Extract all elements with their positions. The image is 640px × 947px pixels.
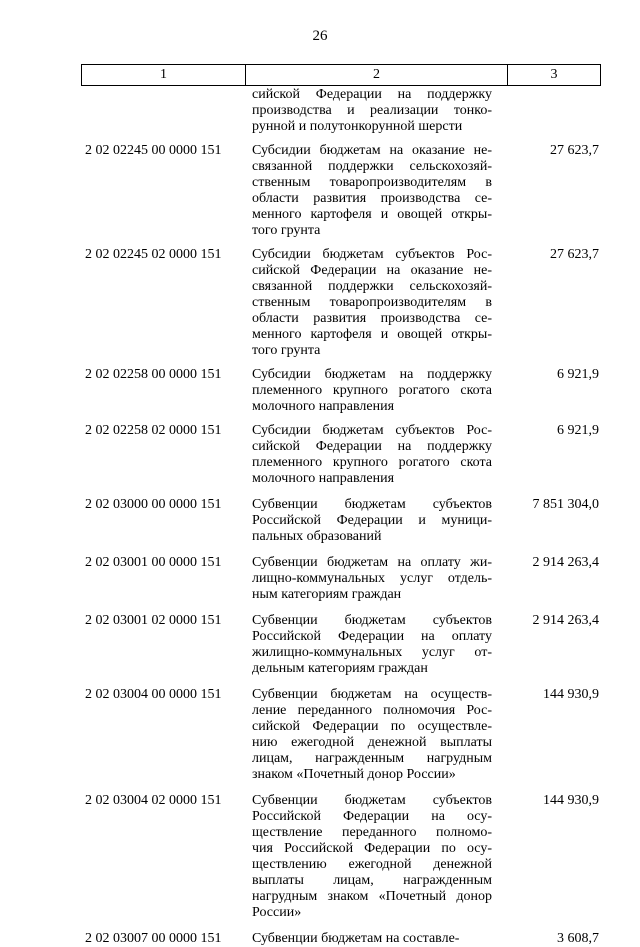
amount-value: 7 851 304,0 [532, 497, 599, 512]
description-line: молочного направления [252, 471, 395, 486]
description-line: Субвенции бюджетам на осуществ- [252, 687, 492, 702]
description-line: лищно-коммунальных услуг отдель- [252, 571, 492, 586]
description-line: того грунта [252, 343, 321, 358]
description-line: ственным товаропроизводителям в [252, 175, 492, 190]
description-line: лицам, награжденным нагрудным [252, 751, 492, 766]
description-line: связанной поддержки сельскохозяй- [252, 279, 492, 294]
amount-value: 3 608,7 [557, 931, 599, 946]
budget-code: 2 02 02245 02 0000 151 [85, 247, 222, 262]
item-description [252, 555, 492, 603]
description-line: Субсидии бюджетам субъектов Рос- [252, 247, 492, 262]
description-line: жилищно-коммунальных услуг от- [252, 645, 492, 660]
amount-value: 27 623,7 [550, 143, 599, 158]
budget-code: 2 02 02258 00 0000 151 [85, 367, 222, 382]
amount-value [505, 87, 601, 135]
description-line: рунной и полутонкорунной шерсти [252, 119, 463, 134]
table-row [81, 613, 601, 677]
item-description [252, 423, 492, 487]
table-row [81, 497, 601, 545]
table-row [81, 247, 601, 359]
budget-code: 2 02 03000 00 0000 151 [85, 497, 222, 512]
budget-code: 2 02 03004 00 0000 151 [85, 687, 222, 702]
table-row [81, 367, 601, 415]
description-line: Российской Федерации на оплату [252, 629, 492, 644]
description-line: того грунта [252, 223, 321, 238]
item-description [252, 931, 492, 947]
description-line: сийской Федерации по осуществле- [252, 719, 492, 734]
table-row [81, 793, 601, 921]
item-description [252, 793, 492, 921]
column-header-2: 2 [246, 65, 508, 85]
table-row [81, 555, 601, 603]
description-line: пальных образований [252, 529, 382, 544]
table-header-row [81, 64, 601, 86]
budget-code [81, 87, 245, 135]
description-line: ление переданного полномочия Рос- [252, 703, 492, 718]
item-description [252, 367, 492, 415]
description-line: Субвенции бюджетам субъектов [252, 613, 492, 628]
table-row [81, 931, 601, 947]
budget-code: 2 02 03004 02 0000 151 [85, 793, 222, 808]
description-line: ственным товаропроизводителям в [252, 295, 492, 310]
description-line: связанной поддержки сельскохозяй- [252, 159, 492, 174]
description-line: чия Российской Федерации по осу- [252, 841, 492, 856]
budget-table [81, 64, 601, 947]
table-row [81, 143, 601, 239]
table-body [81, 87, 601, 947]
description-line: менного картофеля и овощей откры- [252, 327, 492, 342]
table-row [81, 687, 601, 783]
description-line: производства и реализации тонко- [252, 103, 492, 118]
description-line: дельным категориям граждан [252, 661, 428, 676]
budget-code: 2 02 03007 00 0000 151 [85, 931, 222, 946]
column-header-1: 1 [82, 65, 246, 85]
page-number: 26 [312, 28, 328, 44]
description-line: Субвенции бюджетам на оплату жи- [252, 555, 492, 570]
description-line: области развития производства се- [252, 311, 492, 326]
amount-value: 27 623,7 [550, 247, 599, 262]
description-line: ществлению ежегодной денежной [252, 857, 492, 872]
column-header-3: 3 [550, 67, 558, 82]
description-line: нагрудным знаком «Почетный донор [252, 889, 492, 904]
description-line: Субсидии бюджетам на поддержку [252, 367, 492, 382]
item-description [252, 497, 492, 545]
item-description [252, 87, 492, 135]
description-line: молочного направления [252, 399, 395, 414]
description-line: области развития производства се- [252, 191, 492, 206]
description-line: нию ежегодной денежной выплаты [252, 735, 492, 750]
description-line: знаком «Почетный донор России» [252, 767, 456, 782]
description-line: Субвенции бюджетам субъектов [252, 497, 492, 512]
budget-code: 2 02 02245 00 0000 151 [85, 143, 222, 158]
description-line: Субвенции бюджетам на составле- [252, 931, 460, 946]
amount-value: 144 930,9 [543, 687, 599, 702]
item-description [252, 687, 492, 783]
description-line: Российской Федерации на осу- [252, 809, 492, 824]
budget-code: 2 02 03001 02 0000 151 [85, 613, 222, 628]
description-line: сийской Федерации на оказание не- [252, 263, 492, 278]
description-line: ным категориям граждан [252, 587, 402, 602]
description-line: племенного крупного рогатого скота [252, 383, 492, 398]
budget-code: 2 02 03001 00 0000 151 [85, 555, 222, 570]
item-description [252, 247, 492, 359]
budget-code: 2 02 02258 02 0000 151 [85, 423, 222, 438]
item-description [252, 613, 492, 677]
amount-value: 2 914 263,4 [532, 613, 599, 628]
amount-value: 144 930,9 [543, 793, 599, 808]
description-line: племенного крупного рогатого скота [252, 455, 492, 470]
description-line: Субвенции бюджетам субъектов [252, 793, 492, 808]
description-line: России» [252, 905, 302, 920]
description-line: менного картофеля и овощей откры- [252, 207, 492, 222]
amount-value: 2 914 263,4 [532, 555, 599, 570]
amount-value: 6 921,9 [557, 423, 599, 438]
description-line: ществление переданного полномо- [252, 825, 492, 840]
description-line: выплаты лицам, награжденным [252, 873, 492, 888]
table-row [81, 423, 601, 487]
description-line: Российской Федерации и муници- [252, 513, 492, 528]
table-row [81, 87, 601, 135]
description-line: сийской Федерации на поддержку [252, 439, 492, 454]
description-line: Субсидии бюджетам субъектов Рос- [252, 423, 492, 438]
description-line: сийской Федерации на поддержку [252, 87, 492, 102]
description-line: Субсидии бюджетам на оказание не- [252, 143, 492, 158]
item-description [252, 143, 492, 239]
amount-value: 6 921,9 [557, 367, 599, 382]
